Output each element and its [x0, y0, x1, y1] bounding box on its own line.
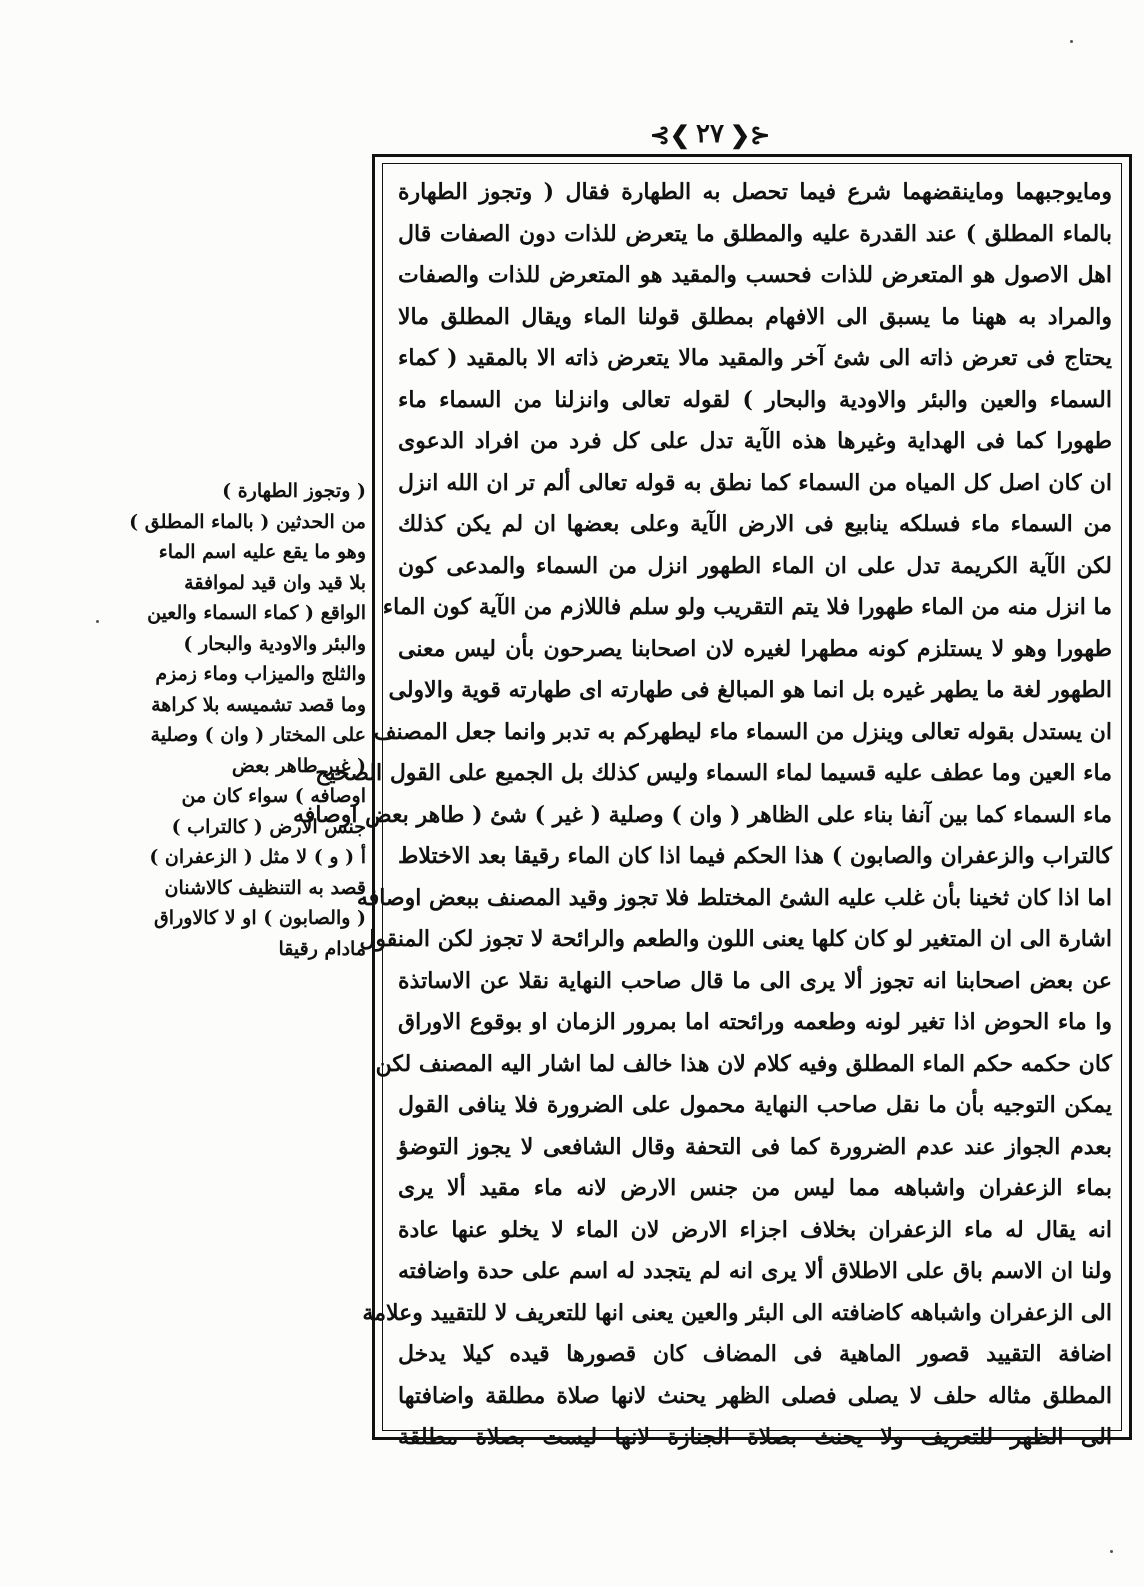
main-text-line: كالتراب والزعفران والصابون ) هذا الحكم فيما اذا كان الماء رقيقا بعد الاختلاط	[398, 843, 1112, 869]
margin-commentary-line: الواقع ( كماء السماء والعين	[147, 602, 366, 624]
main-text-line: اهل الاصول هو المتعرض للذات فحسب والمقيد هو المتعرض للذات والصفات	[398, 262, 1112, 288]
main-text-line: بالماء المطلق ) عند القدرة عليه والمطلق ما يتعرض للذات دون الصفات قال	[398, 220, 1112, 247]
right-ornament-icon: ❯⊱	[729, 119, 771, 149]
main-text-line: والمراد به ههنا ما يسبق الى الافهام بمطلق قولنا الماء ويقال المطلق مالا	[398, 303, 1112, 330]
main-text-line: ماء العين وما عطف عليه قسيما لماء السماء وليس كذلك بل الجميع على القول الصحيح	[315, 760, 1112, 786]
margin-commentary-line: بلا قيد وان قيد لموافقة	[184, 571, 366, 594]
margin-commentary-line: ( غير طاهر بعض	[231, 754, 366, 777]
margin-commentary-line: جنس الارض ( كالتراب )	[171, 815, 366, 838]
margin-commentary-line: اوصافه ) سواء كان من	[181, 785, 366, 807]
main-text-line: عن بعض اصحابنا انه تجوز ألا يرى الى ما قال صاحب النهاية نقلا عن الاساتذة	[398, 967, 1112, 994]
main-text-line: ان كان اصل كل المياه من السماء كما نطق به قوله تعالى ألم تر ان الله انزل	[398, 469, 1112, 496]
main-text-line: وا ماء الحوض اذا تغير لونه وطعمه ورائحته اما بمرور الزمان او بوقوع الاوراق	[398, 1009, 1112, 1035]
main-text-line: السماء والعين والبئر والاودية والبحار ) لقوله تعالى وانزلنا من السماء ماء	[398, 386, 1112, 413]
main-text-line: من السماء ماء فسلكه ينابيع فى الارض الآية وعلى بعضها ان لم يكن كذلك	[398, 511, 1112, 537]
main-text-line: ان يستدل بقوله تعالى وينزل من السماء ماء ليطهركم به تدبر وانما جعل المصنف	[373, 718, 1112, 745]
main-text-line: الى الظهر للتعريف ولا يحنث بصلاة الجنازة لانها ليست بصلاة مطلقة	[398, 1424, 1112, 1450]
main-text-line: المطلق مثاله حلف لا يصلى فصلى الظهر يحنث لانها صلاة مطلقة واضافتها	[398, 1382, 1112, 1409]
margin-commentary-line: قصد به التنظيف كالاشنان	[164, 876, 366, 899]
margin-commentary-line: مادام رقيقا	[278, 937, 366, 960]
margin-commentary-line: ( والصابون ) او لا كالاوراق	[154, 907, 366, 929]
main-text-line: ومايوجبهما وماينقضهما شرع فيما تحصل به الطهارة فقال ( وتجوز الطهارة	[398, 179, 1112, 205]
scan-speck	[96, 620, 99, 623]
scan-speck	[1110, 1550, 1113, 1553]
main-text-line: بعدم الجواز عند عدم الضرورة كما فى التحفة وقال الشافعى لا يجوز التوضؤ	[398, 1133, 1112, 1160]
main-text-line: اشارة الى ان المتغير لو كان كلها يعنى اللون والطعم والرائحة لا تجوز لكن المنقول	[359, 926, 1112, 952]
main-text-line: كان حكمه حكم الماء المطلق وفيه كلام لان هذا خالف لما اشار اليه المصنف لكن	[375, 1050, 1112, 1077]
margin-commentary-line: أ ( و ) لا مثل ( الزعفران )	[149, 846, 366, 868]
margin-commentary-line: والثلج والميزاب وماء زمزم	[155, 663, 366, 685]
main-text-line: اضافة التقييد قصور الماهية فى المضاف كان قصورها قيده كيلا يدخل	[398, 1341, 1112, 1367]
scan-speck	[1070, 40, 1073, 43]
main-text-line: بماء الزعفران واشباهه مما ليس من جنس الارض لانه ماء مقيد ألا يرى	[398, 1175, 1112, 1201]
main-text-line: الطهور لغة ما يطهر غيره بل انما هو المبالغ فى طهارته اى طهارته قوية والاولى	[388, 677, 1112, 703]
margin-commentary-line: من الحدثين ( بالماء المطلق )	[129, 510, 366, 533]
page-number-header	[640, 114, 780, 154]
main-text-line: طهورا وهو لا يستلزم كونه مطهرا لغيره لان اصحابنا يصرحون بأن ليس معنى	[398, 635, 1112, 662]
page-number: ٢٧	[696, 119, 724, 149]
margin-commentary-line: والبئر والاودية والبحار )	[183, 632, 366, 655]
margin-commentary-line: وما قصد تشميسه بلا كراهة	[151, 693, 366, 716]
main-text-line: يحتاج فى تعرض ذاته الى شئ آخر والمقيد مالا يتعرض ذاته الا بالمقيد ( كماء	[398, 345, 1112, 371]
main-text-line: يمكن التوجيه بأن ما نقل صاحب النهاية محمول على الضرورة فلا ينافى القول	[398, 1092, 1112, 1118]
main-text-line: الى الزعفران واشباهه كاضافته الى البئر والعين يعنى انها للتعريف لا للتقييد وعلامة	[362, 1299, 1112, 1326]
margin-commentary-block	[129, 476, 366, 964]
main-text-line: ما انزل منه من الماء طهورا فلا يتم التقريب ولو سلم فاللازم من الآية كون الماء	[382, 594, 1112, 620]
main-text-line: اما اذا كان ثخينا بأن غلب عليه الشئ المختلط فلا تجوز وقيد المصنف ببعض اوصافه	[356, 884, 1112, 911]
margin-commentary-line: وهو ما يقع عليه اسم الماء	[158, 541, 366, 563]
main-text-line: ماء السماء كما بين آنفا بناء على الظاهر ( وان ) وصلية ( غير ) شئ ( طاهر بعض اوصافه	[293, 801, 1112, 828]
margin-commentary-line: على المختار ( وان ) وصلية	[150, 724, 366, 746]
main-text-line: لكن الآية الكريمة تدل على ان الماء الطهور انزل من السماء والمدعى كون	[398, 552, 1112, 579]
left-ornament-icon: ⊰❮	[649, 119, 691, 149]
margin-commentary-line: ( وتجوز الطهارة )	[222, 480, 366, 502]
main-text-line: انه يقال له ماء الزعفران بخلاف اجزاء الارض لان الماء لا يخلو عنها عادة	[398, 1216, 1112, 1243]
main-text-line: ولنا ان الاسم باق على الاطلاق ألا يرى انه لم يتجدد له اسم على حدة واضافته	[398, 1258, 1112, 1284]
main-text-line: طهورا كما فى الهداية وغيرها هذه الآية تدل على كل فرد من افراد الدعوى	[398, 428, 1112, 454]
